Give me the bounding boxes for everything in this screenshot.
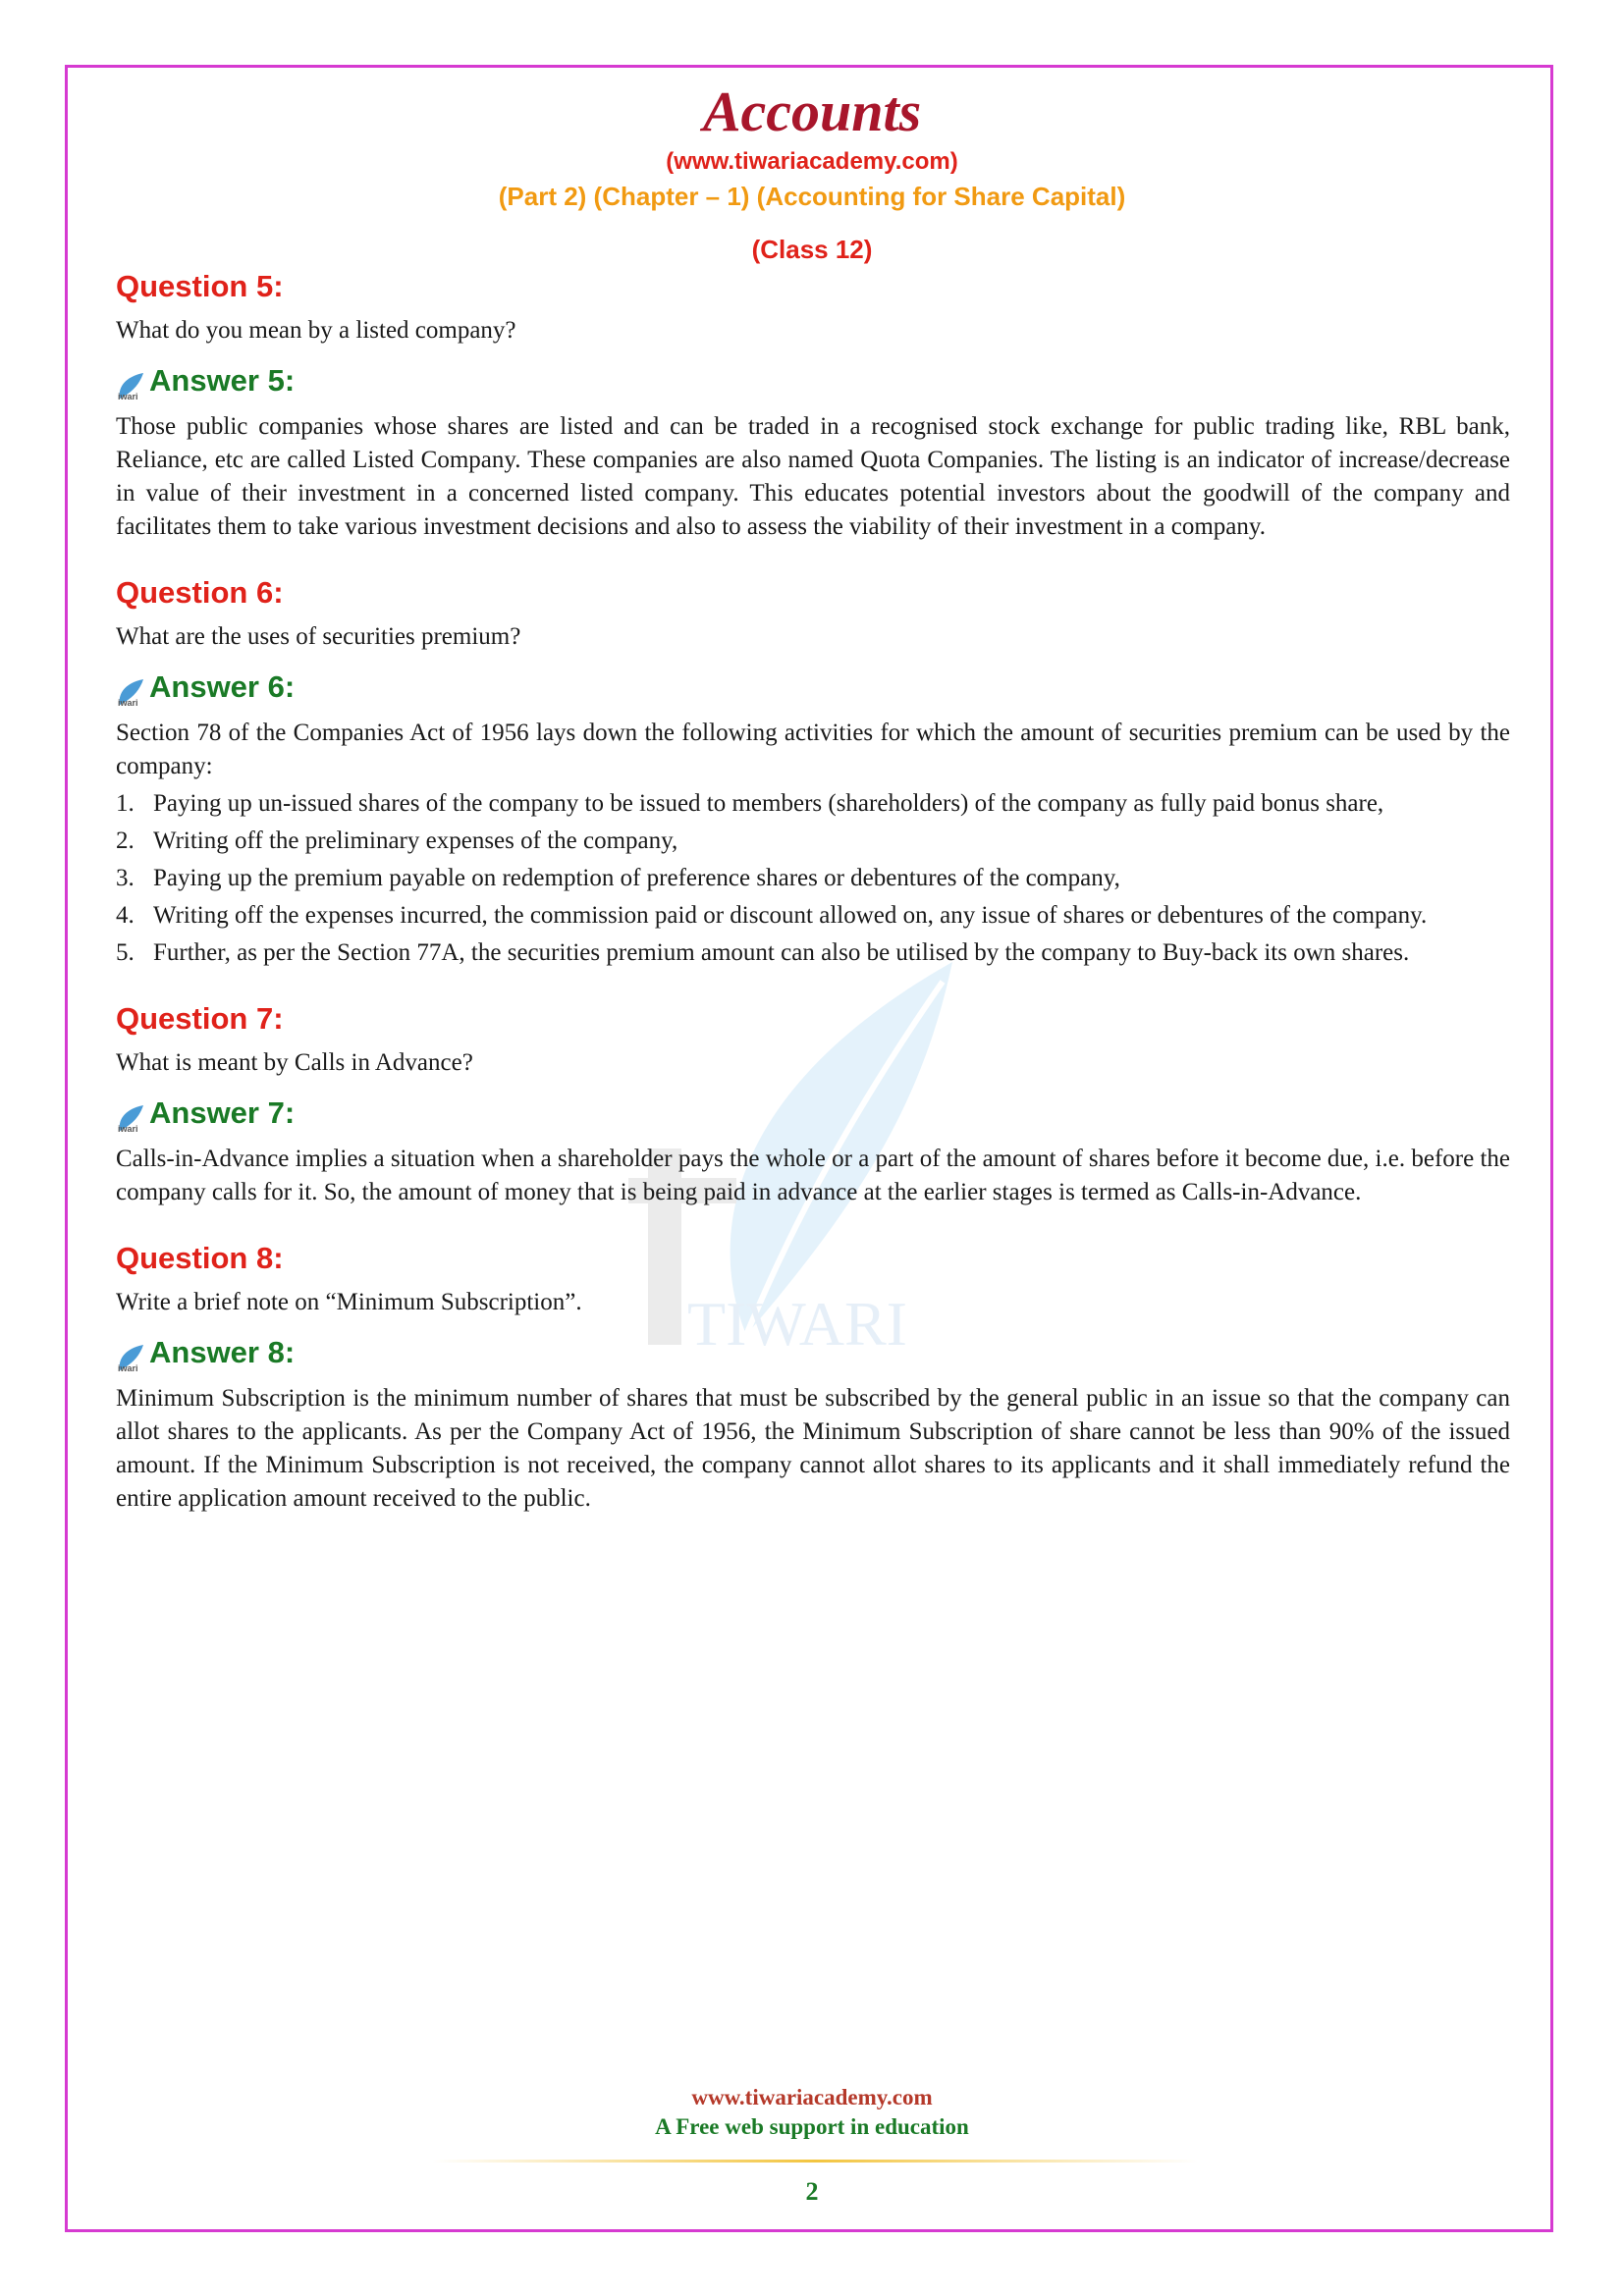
svg-text:iwari: iwari [118,1124,138,1133]
answer-label: Answer 7: [149,1095,296,1130]
page-number: 2 [805,2177,819,2206]
answer-label: Answer 5: [149,363,296,398]
answer-text: Calls-in-Advance implies a situation when a shareholder pays the whole or a part of the amount of shares before it become due, i.e. before the company calls for it. So, the amount of money that is being paid in advance at the earlier stages is termed as Calls-in-Advance. [116,1146,1510,1205]
list-item: 3. Paying up the premium payable on redemption of preference shares or debentures of the company, [116,865,1120,891]
qa-block-8 [116,1239,1510,1516]
footer-tagline: A Free web support in education [655,2114,969,2139]
list-item: 2. Writing off the preliminary expenses of the company, [116,828,678,854]
chapter-subtitle: (Part 2) (Chapter – 1) (Accounting for Share Capital) [498,182,1126,211]
answer-heading [116,361,1510,400]
question-text: Write a brief note on “Minimum Subscription”. [116,1289,582,1315]
question-heading: Question 6: [116,575,284,610]
answer-text: Minimum Subscription is the minimum number of shares that must be subscribed by the general public in an issue so that the company can allot shares to the applicants. As per the Company Act of 1956, the Minimum Subscription of share cannot be less than 90% of the issued amount. If the Minimum Subscription is not received, the company cannot allot shares to its applicants and it shall immediately refund the entire application amount received to the public. [116,1385,1510,1512]
site-link[interactable]: (www.tiwariacademy.com) [666,148,958,175]
svg-text:iwari: iwari [118,698,138,707]
qa-content [116,267,1510,1545]
answer-text: Section 78 of the Companies Act of 1956 lays down the following activities for which the amount of securities premium can be used by the company: [116,720,1510,779]
tiwari-leaf-icon [116,1103,145,1133]
answer-label: Answer 8: [149,1335,296,1369]
qa-block-6 [116,573,1510,970]
tiwari-leaf-icon [116,1343,145,1372]
question-heading: Question 7: [116,1001,284,1036]
answer-heading [116,667,1510,707]
list-item: 1. Paying up un-issued shares of the company to be issued to members (shareholders) of the company as fully paid bonus share, [116,790,1384,817]
class-label: (Class 12) [751,235,873,264]
tiwari-leaf-icon [116,677,145,707]
answer-heading [116,1094,1510,1133]
question-text: What do you mean by a listed company? [116,317,516,344]
qa-block-5 [116,267,1510,544]
footer-site-link[interactable]: www.tiwariacademy.com [691,2085,933,2109]
securities-premium-uses-list [116,787,1510,970]
list-item: 4. Writing off the expenses incurred, the commission paid or discount allowed on, any issue of shares or debentures of the company. [116,902,1428,929]
answer-label: Answer 6: [149,669,296,704]
svg-text:iwari: iwari [118,1363,138,1372]
question-text: What is meant by Calls in Advance? [116,1049,473,1076]
question-heading: Question 8: [116,1241,284,1275]
page-footer [0,2083,1624,2142]
footer-divider [432,2160,1198,2163]
svg-text:iwari: iwari [118,392,138,400]
tiwari-leaf-icon [116,371,145,400]
answer-heading [116,1333,1510,1372]
list-item: 5. Further, as per the Section 77A, the securities premium amount can also be utilised by the company to Buy-back its own shares. [116,939,1410,966]
page-title: Accounts [702,80,922,143]
qa-block-7 [116,999,1510,1209]
page-header [0,79,1624,267]
answer-text: Those public companies whose shares are listed and can be traded in a recognised stock exchange for public trading like, RBL bank, Reliance, etc are called Listed Company. These companies are also named Quota Companies. The listing is an indicator of increase/decrease in value of their investment in a concerned listed company. This educates potential investors about the goodwill of the company and facilitates them to take various investment decisions and also to assess the viability of their investment in a company. [116,413,1510,540]
watermark-text: TIWARI [687,1289,907,1355]
question-text: What are the uses of securities premium? [116,623,521,650]
question-heading: Question 5: [116,269,284,303]
